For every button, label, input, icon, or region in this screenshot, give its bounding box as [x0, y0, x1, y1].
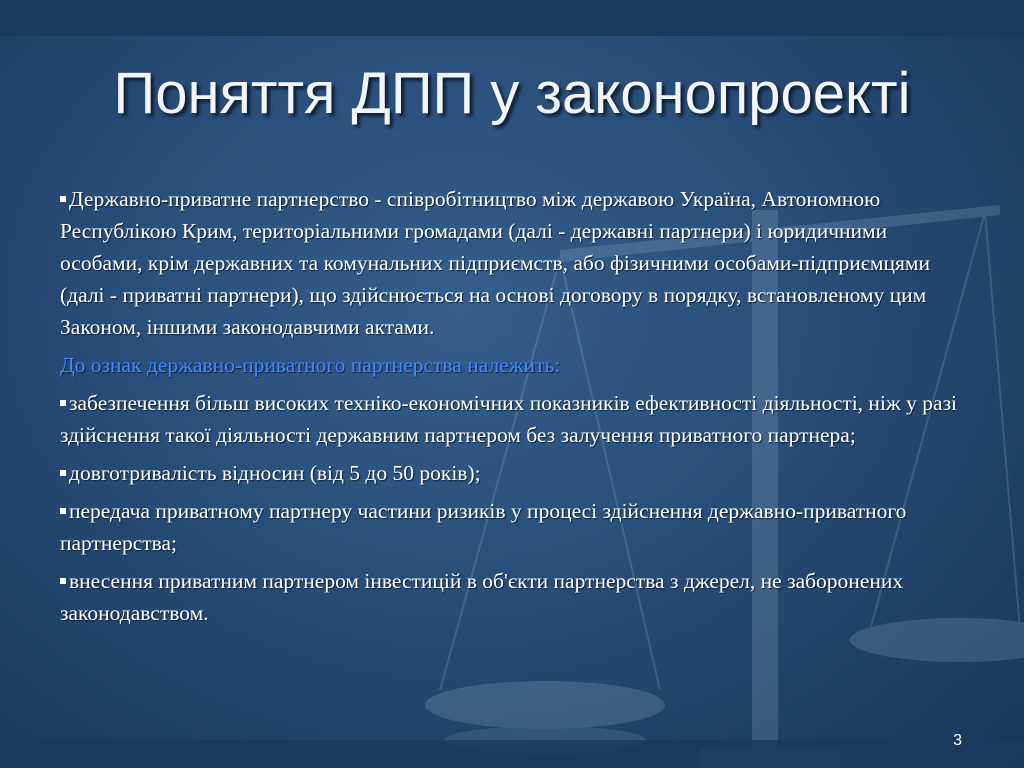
- bottom-band: [0, 740, 1024, 768]
- feature-text: забезпечення більш високих техніко-економічних показників ефективності діяльності, ніж у разі здійснення такої діяльності державним партнером без залучення приватного партнера;: [60, 391, 958, 447]
- feature-text: передача приватному партнеру частини ризиків у процесі здійснення державно-приватного партнерства;: [60, 499, 907, 555]
- square-bullet-icon: [60, 470, 66, 476]
- page-number: 3: [953, 732, 962, 749]
- square-bullet-icon: [60, 400, 66, 406]
- square-bullet-icon: [60, 578, 66, 584]
- feature-item: [60, 565, 965, 629]
- feature-text: довготривалість відносин (від 5 до 50 років);: [69, 461, 481, 485]
- feature-item: [60, 387, 965, 451]
- slide-body: [60, 183, 965, 635]
- feature-text: внесення приватним партнером інвестицій в об'єкти партнерства з джерел, не заборонених законодавством.: [60, 569, 904, 625]
- square-bullet-icon: [60, 508, 66, 514]
- square-bullet-icon: [60, 196, 66, 202]
- features-heading: До ознак державно-приватного партнерства належить:: [60, 353, 561, 377]
- feature-item: [60, 457, 965, 489]
- definition-text: Державно-приватне партнерство - співробітництво між державою Україна, Автономною Республікою Крим, територіальними громадами (далі - державні партнери) і юридичними особами, крім державних та комунальних підприємств, або фізичними особами-підприємцями (далі - приватні партнери), що здійснюється на основі договору в порядку, встановленому цим Законом, іншими законодавчими актами.: [60, 187, 931, 339]
- feature-item: [60, 495, 965, 559]
- slide-title: Поняття ДПП у законопроекті: [113, 61, 911, 126]
- definition-paragraph: [60, 183, 965, 343]
